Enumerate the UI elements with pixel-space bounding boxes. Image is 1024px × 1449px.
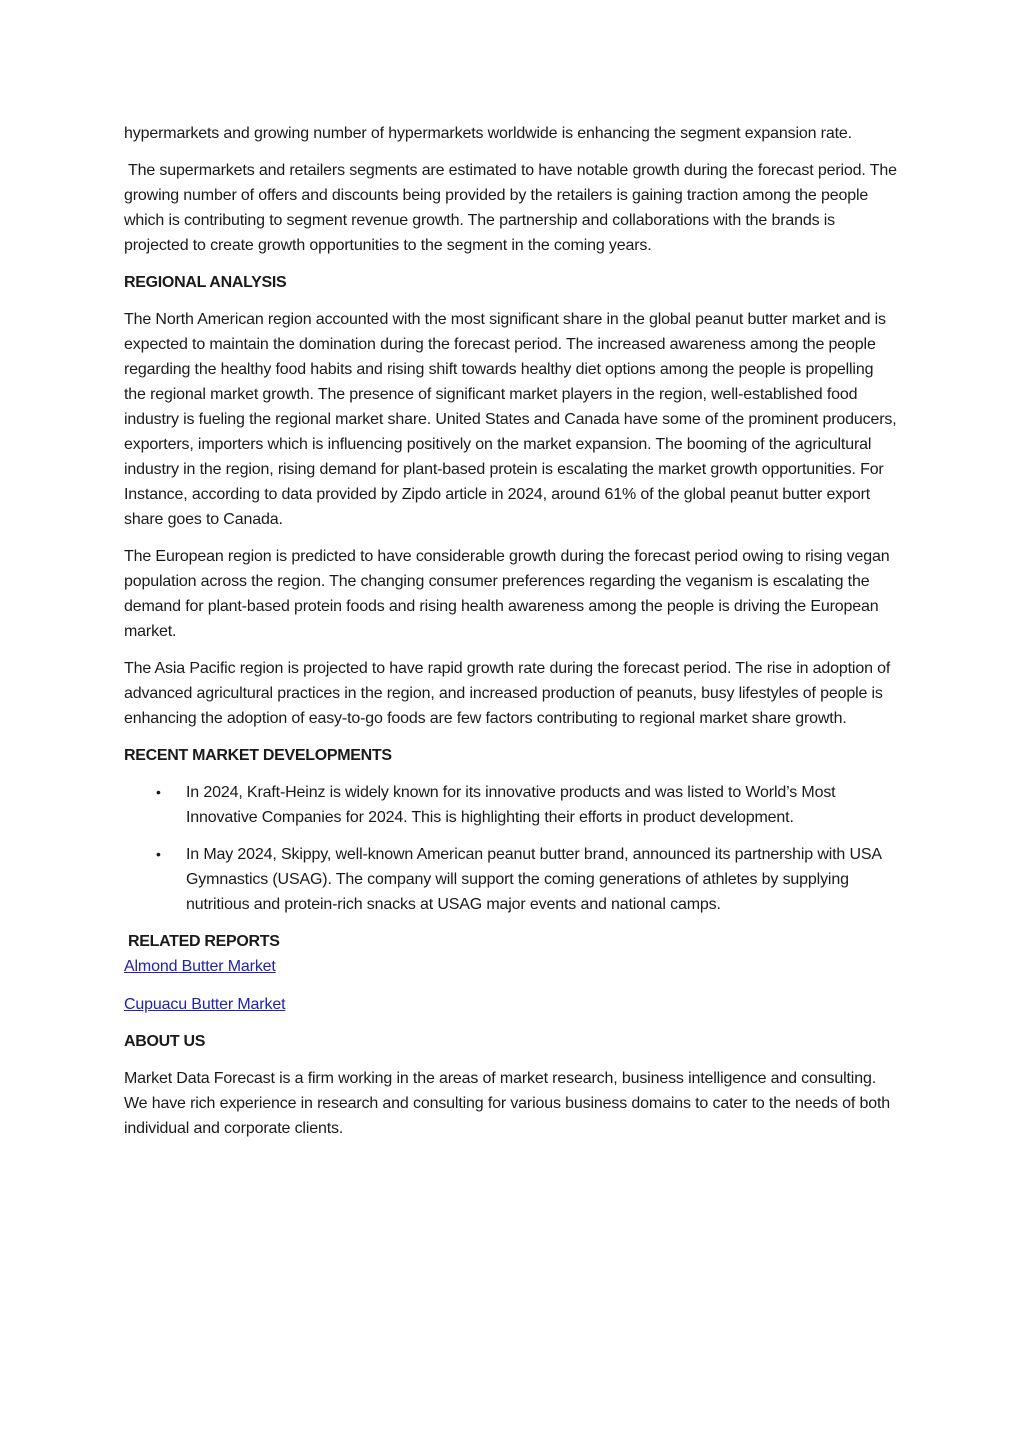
paragraph-about-us: Market Data Forecast is a firm working in the areas of market research, business intelligence and consulting. We have rich experience in research and consulting for various business domains to cater to the needs of both individual and corporate clients. bbox=[124, 1070, 891, 1137]
list-item bbox=[124, 780, 899, 830]
heading-about-us: ABOUT US bbox=[124, 1033, 206, 1050]
heading-related-reports: RELATED REPORTS bbox=[128, 933, 280, 950]
list-item-text: In 2024, Kraft-Heinz is widely known for its innovative products and was listed to World’s Most Innovative Companies for 2024. This is highlighting their efforts in product development. bbox=[186, 784, 836, 826]
bullet-icon: • bbox=[156, 846, 161, 862]
paragraph-hypermarkets: hypermarkets and growing number of hypermarkets worldwide is enhancing the segment expansion rate. bbox=[124, 125, 852, 142]
document-page bbox=[124, 121, 899, 1153]
paragraph-asia-pacific: The Asia Pacific region is projected to have rapid growth rate during the forecast period. The rise in adoption of advanced agricultural practices in the region, and increased production of peanuts, busy lifestyles of people is enhancing the adoption of easy-to-go foods are few factors contributing to regional market share growth. bbox=[124, 660, 891, 727]
paragraph-supermarkets: The supermarkets and retailers segments are estimated to have notable growth during the forecast period. The growing number of offers and discounts being provided by the retailers is gaining traction among the people which is contributing to segment revenue growth. The partnership and collaborations with the brands is projected to create growth opportunities to the segment in the coming years. bbox=[124, 162, 897, 254]
heading-recent-developments: RECENT MARKET DEVELOPMENTS bbox=[124, 747, 392, 764]
link-cupuacu-butter-market[interactable]: Cupuacu Butter Market bbox=[124, 996, 286, 1013]
bullet-icon: • bbox=[156, 784, 161, 800]
related-link-row bbox=[124, 954, 899, 979]
link-almond-butter-market[interactable]: Almond Butter Market bbox=[124, 958, 276, 975]
related-link-row bbox=[124, 992, 899, 1017]
list-item-text: In May 2024, Skippy, well-known American peanut butter brand, announced its partnership with USA Gymnastics (USAG). The company will support the coming generations of athletes by supplying nutritious and protein-rich snacks at USAG major events and national camps. bbox=[186, 846, 882, 913]
heading-regional-analysis: REGIONAL ANALYSIS bbox=[124, 274, 287, 291]
list-item bbox=[124, 842, 899, 917]
paragraph-europe: The European region is predicted to have considerable growth during the forecast period owing to rising vegan population across the region. The changing consumer preferences regarding the veganism is escalating the demand for plant-based protein foods and rising health awareness among the people is driving the European market. bbox=[124, 548, 890, 640]
paragraph-north-america: The North American region accounted with the most significant share in the global peanut butter market and is expected to maintain the domination during the forecast period. The increased awareness among the people regarding the healthy food habits and rising shift towards healthy diet options among the people is propelling the regional market growth. The presence of significant market players in the region, well-established food industry is fueling the regional market share. United States and Canada have some of the prominent producers, exporters, importers which is influencing positively on the market expansion. The booming of the agricultural industry in the region, rising demand for plant-based protein is escalating the market growth opportunities. For Instance, according to data provided by Zipdo article in 2024, around 61% of the global peanut butter export share goes to Canada. bbox=[124, 311, 897, 528]
developments-list bbox=[124, 780, 899, 917]
